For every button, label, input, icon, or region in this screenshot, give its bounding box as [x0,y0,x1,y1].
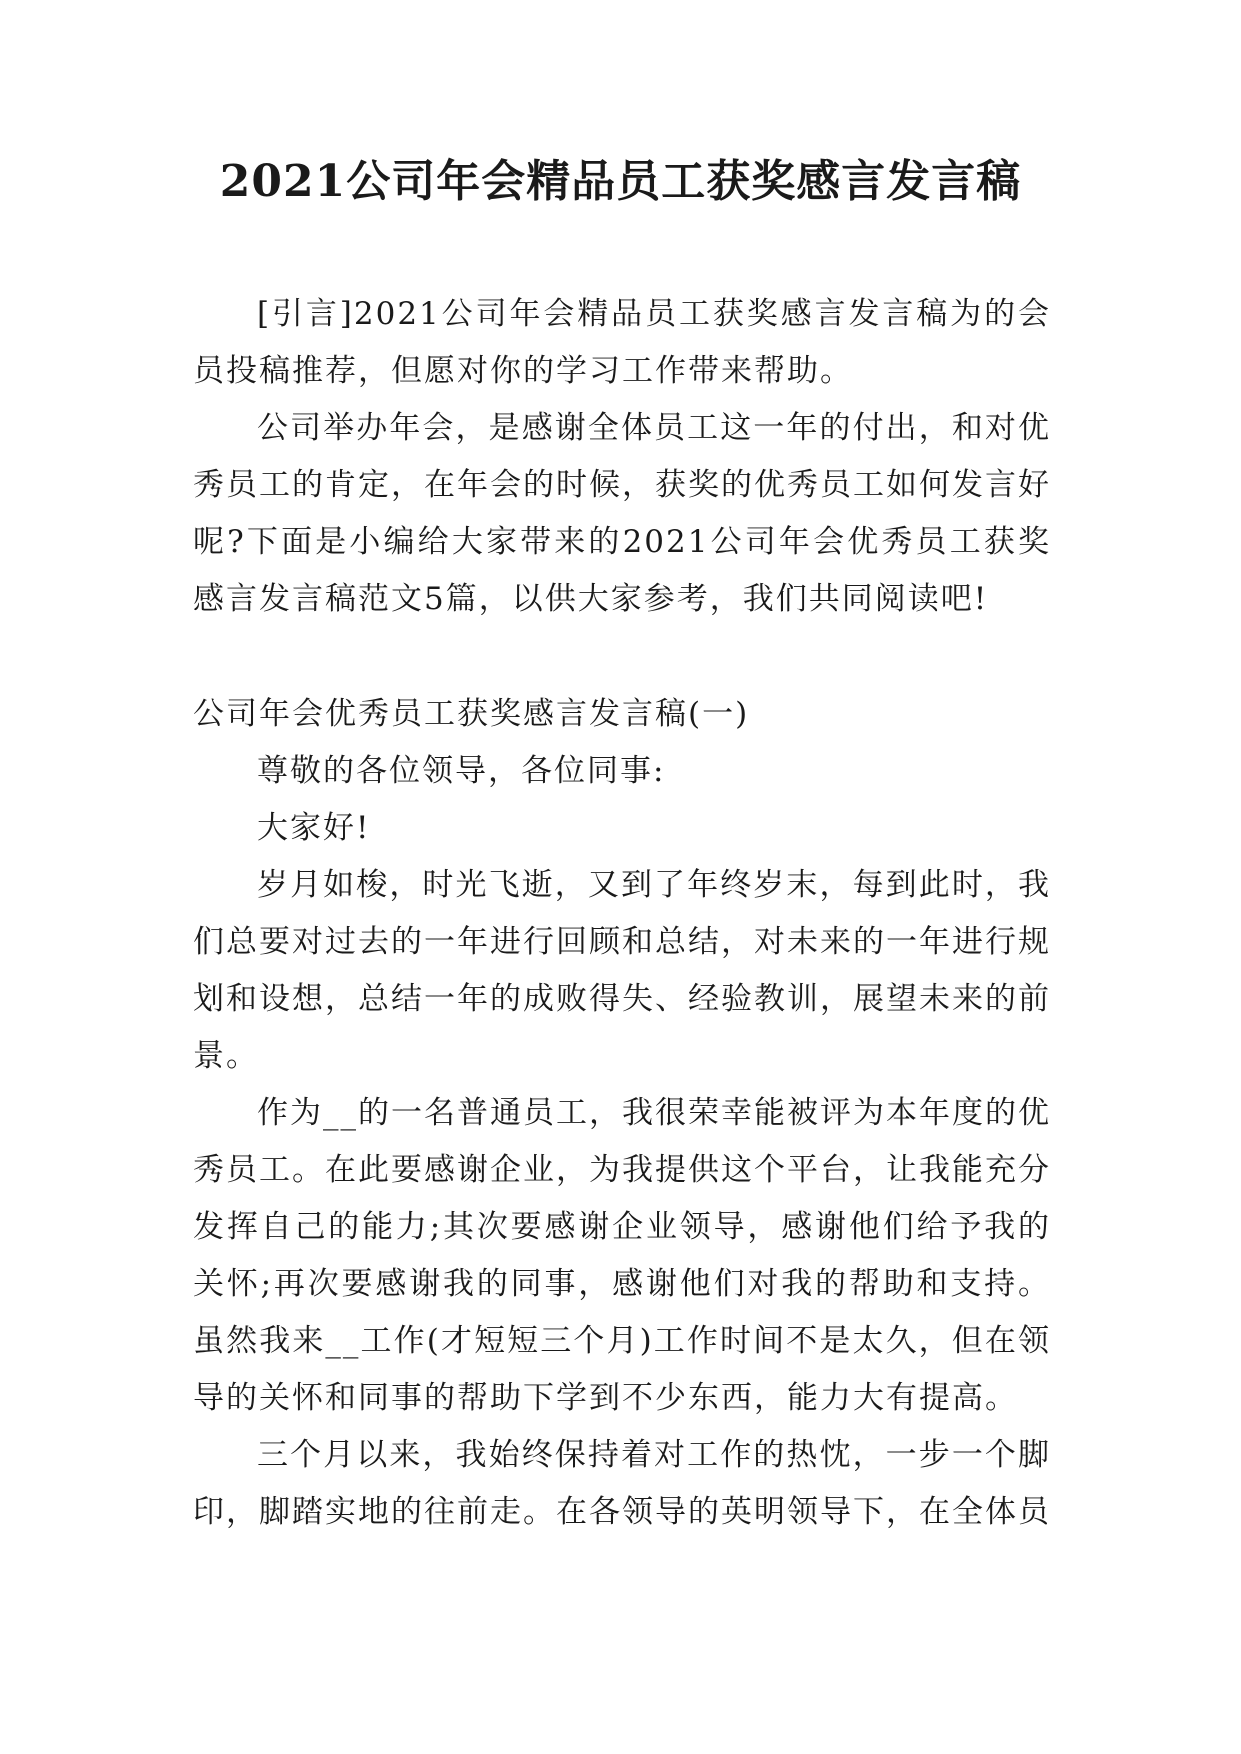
section-subtitle: 公司年会优秀员工获奖感言发言稿(一) [193,696,750,732]
greeting-paragraph: 大家好! [257,810,371,846]
document-title: 2021公司年会精品员工获奖感言发言稿 [219,156,1022,207]
time-paragraph: 岁月如梭，时光飞逝，又到了年终岁末，每到此时，我们总要对过去的一年进行回顾和总结，对未来的一年进行规划和设想，总结一年的成败得失、经验教训，展望未来的前景。 [193,867,1051,1074]
staff-paragraph: 作为__的一名普通员工，我很荣幸能被评为本年度的优秀员工。在此要感谢企业，为我提供这个平台，让我能充分发挥自己的能力;其次要感谢企业领导，感谢他们给予我的关怀;再次要感谢我的同事，感谢他们对我的帮助和支持。虽然我来__工作(才短短三个月)工作时间不是太久，但在领导的关怀和同事的帮助下学到不少东西，能力大有提高。 [193,1095,1051,1416]
salutation-paragraph: 尊敬的各位领导，各位同事: [257,753,666,789]
months-paragraph: 三个月以来，我始终保持着对工作的热忱，一步一个脚印，脚踏实地的往前走。在各领导的英明领导下，在全体员 [193,1437,1051,1530]
lead-paragraph: 公司举办年会，是感谢全体员工这一年的付出，和对优秀员工的肯定，在年会的时候，获奖的优秀员工如何发言好呢?下面是小编给大家带来的2021公司年会优秀员工获奖感言发言稿范文5篇，以供大家参考，我们共同阅读吧! [193,410,1051,617]
intro-paragraph: [引言]2021公司年会精品员工获奖感言发言稿为的会员投稿推荐，但愿对你的学习工作带来帮助。 [193,296,1051,389]
